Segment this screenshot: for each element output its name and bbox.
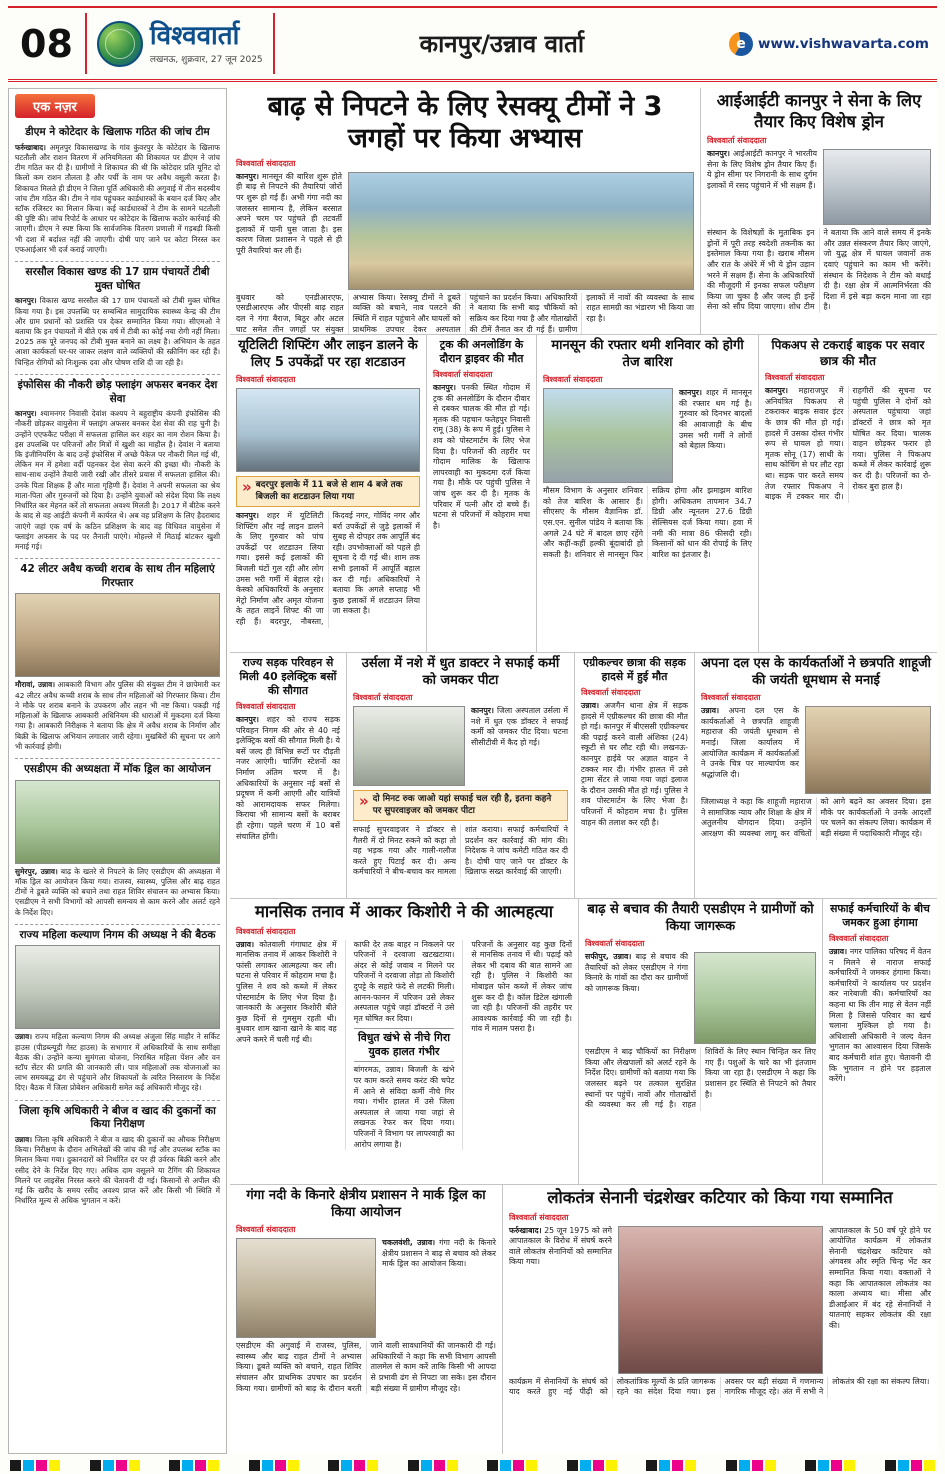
website-block	[729, 32, 937, 56]
flood-body-left: कानपुर। मानसून की बारिश शुरू होते ही बाढ़ से निपटने की तैयारियां जोरों पर शुरू हो गई हैं। अभी गंगा नदी का जलस्तर सामान्य है, लेकिन बरसात अपने चरम पर पहुंचते ही तटवर्ती इलाकों में पानी घुस जाता है। इस कारण जिला प्रशासन ने पहले से ही पूरी तैयारियां कर ली हैं।	[236, 171, 342, 255]
brief-mock-drill	[15, 759, 220, 925]
pickup-byline: विश्ववार्ता संवाददाता	[765, 373, 825, 383]
sanitation-byline: विश्ववार्ता संवाददाता	[829, 934, 889, 944]
cmyk-registration-mark	[805, 1460, 855, 1471]
sanitation-headline: सफाई कर्मचारियों के बीच जमकर हुआ हंगामा	[830, 902, 930, 930]
sidebar-title: एक नज़र	[15, 94, 95, 118]
welfare-meeting-photo	[15, 945, 220, 1029]
brief-headline: एसडीएम की अध्यक्षता में मॉक ड्रिल का आयोजन	[24, 763, 211, 776]
e-globe-icon: e	[729, 32, 753, 56]
brief-liquor-arrest	[15, 559, 220, 759]
utility-lineman-photo	[236, 388, 420, 472]
freedom-ceremony-photo	[618, 1226, 823, 1374]
ursala-body: सफाई सुपरवाइजर ने डॉक्टर से गैलरी में दो मिनट रुकने को कहा तो वह भड़क गया और गाली-गलौज करते हुए पिटाई कर दी। अन्य कर्मचारियों ने बीच-बचाव कर मामला शांत कराया। सफाई कर्मचारियों ने प्रदर्शन कर कार्रवाई की मांग की। निदेशक ने जांच कमेटी गठित कर दी है। दोषी पाए जाने पर डॉक्टर के खिलाफ सख्त कार्रवाई की जाएगी।	[353, 825, 568, 877]
article-sanitation-protest	[822, 899, 937, 1184]
sidebar-ek-nazar	[8, 88, 227, 1454]
cmyk-registration-mark	[249, 1460, 299, 1471]
article-democracy-fighter	[502, 1185, 937, 1454]
brief-tb-free	[15, 262, 220, 375]
flood-photo-row	[236, 172, 694, 290]
cmyk-registration-mark	[328, 1460, 378, 1471]
liquor-arrest-photo	[15, 593, 220, 677]
article-pickup-accident	[758, 335, 937, 652]
brief-body: फर्रुखाबाद। अमृतपुर विकासखण्ड के गांव कुंवरपुर के कोटेदार के खिलाफ घटतौली और राशन वितरण में अनियमितता की शिकायत पर डीएम ने जांच टीम गठित कर दी है। ग्रामीणों ने शिकायत की थी कि कोटेदार प्रति यूनिट दो किलो कम राशन तौलता है और पर्ची के नाम पर अवैध वसूली करता है। शिकायत मिलते ही डीएम ने जिला पूर्ति अधिकारी की अगुवाई में तीन सदस्यीय जांच टीम गठित की। टीम ने गांव पहुंचकर कार्डधारकों के बयान दर्ज किए और स्टॉक रजिस्टर का मिलान किया। कई कार्डधारकों ने टीम के सामने घटतौली की पुष्टि की। जांच रिपोर्ट के आधार पर कोटेदार के खिलाफ कठोर कार्रवाई की जाएगी। डीएम ने स्पष्ट किया कि सार्वजनिक वितरण प्रणाली में गड़बड़ी किसी भी दशा में बर्दाश्त नहीं की जाएगी। दोषी पाए जाने पर कोटा निरस्त कर एफआईआर भी दर्ज कराई जाएगी।	[15, 142, 220, 254]
apnadal-event-photo	[805, 706, 931, 794]
iit-body-intro: कानपुर। आईआईटी कानपुर ने भारतीय सेना के लिए विशेष ड्रोन तैयार किए हैं। ये ड्रोन सीमा पर निगरानी के साथ दुर्गम इलाकों में रसद पहुंचाने में भी सक्षम हैं।	[707, 149, 818, 191]
flood-body-bottom: बुधवार को एनडीआरएफ, एसडीआरएफ और पीएसी बाढ़ राहत दल ने गंगा बैराज, बिठूर और अटल घाट समेत तीन जगहों पर संयुक्त अभ्यास किया। रेसक्यू टीमों ने डूबते व्यक्ति को बचाने, नाव पलटने की स्थिति में राहत पहुंचाने और घायलों को प्राथमिक उपचार देकर अस्पताल पहुंचाने का प्रदर्शन किया। अधिकारियों ने बताया कि सभी बाढ़ चौकियों को सक्रिय कर दिया गया है और गोताखोरों की टीमें तैनात कर दी गई हैं। ग्रामीण इलाकों में नावों की व्यवस्था के साथ राहत सामग्री का भंडारण भी किया जा रहा है।	[236, 292, 694, 334]
ursala-hospital-photo	[353, 706, 465, 786]
ursala-pull-quote: » दो मिनट रुक जाओ यहां सफाई चल रही है, इतना कहने पर सुपरवाइजर को जमकर पीटा	[353, 790, 568, 821]
monsoon-photo-row	[543, 388, 752, 483]
agri-byline: विश्ववार्ता संवाददाता	[581, 688, 641, 698]
brief-agriculture-inspection	[15, 1101, 220, 1213]
agri-headline: एग्रीकल्चर छात्रा की सड़क हादसे में हुई मौत	[583, 656, 686, 684]
freedom-body-right: आपातकाल के 50 वर्ष पूरे होने पर आयोजित कार्यक्रम में लोकतंत्र सेनानी चंद्रशेखर कटियार को अंगवस्त्र और स्मृति चिन्ह भेंट कर सम्मानित किया गया। वक्ताओं ने कहा कि आपातकाल लोकतंत्र का काला अध्याय था। मीसा और डीआईआर में बंद रहे सेनानियों ने यातनाएं सहकर लोकतंत्र की रक्षा की।	[829, 1225, 931, 1330]
suicide-body-1: उन्नाव। कोतवाली गंगाघाट क्षेत्र में मानसिक तनाव में आकर किशोरी ने फांसी लगाकर आत्महत्या कर ली। घटना से परिवार में कोहराम मचा है। पुलिस ने शव को कब्जे में लेकर पोस्टमार्टम के लिए भेज दिया है। जानकारी के अनुसार किशोरी बीते कुछ दिनों से गुमसुम रहती थी। बुधवार शाम खाना खाने के बाद वह अपने कमरे में चली गई थी।	[236, 939, 337, 1044]
ursala-body-intro: कानपुर। जिला अस्पताल उर्सला में नशे में धुत एक डॉक्टर ने सफाई कर्मी को जमकर पीट दिया। घटना सीसीटीवी में कैद हो गई।	[471, 706, 568, 748]
iit-body: संस्थान के विशेषज्ञों के मुताबिक इन ड्रोनों में पूरी तरह स्वदेशी तकनीक का इस्तेमाल किया गया है। खराब मौसम और रात के अंधेरे में भी ये ड्रोन उड़ान भरने में सक्षम हैं। सेना के अधिकारियों की मौजूदगी में इनका सफल परीक्षण किया जा चुका है और जल्द ही इन्हें सेना को सौंप दिया जाएगा। शोध टीम ने बताया कि आने वाले समय में इनके और उन्नत संस्करण तैयार किए जाएंगे, जो युद्ध क्षेत्र में घायल जवानों तक दवाएं पहुंचाने का काम भी करेंगे। संस्थान के निदेशक ने टीम को बधाई दी है। रक्षा क्षेत्र में आत्मनिर्भरता की दिशा में इसे बड़ा कदम माना जा रहा है।	[707, 228, 931, 312]
monsoon-headline: मानसून की रफ्तार थमी शनिवार को होगी तेज बारिश	[551, 338, 744, 370]
band-top	[230, 88, 937, 334]
flood-headline: बाढ़ से निपटने के लिए रेसक्यू टीमों ने 3 जगहों पर किया अभ्यास	[267, 91, 663, 154]
article-flood-awareness	[578, 899, 822, 1184]
ganga-headline: गंगा नदी के किनारे क्षेत्रीय प्रशासन ने मार्क ड्रिल का किया आयोजन	[246, 1188, 486, 1220]
main-content	[230, 88, 937, 1454]
awareness-byline: विश्ववार्ता संवाददाता	[585, 939, 645, 949]
article-flood-drill	[230, 88, 700, 334]
iit-drone-photo	[823, 149, 931, 225]
brief-headline: डीएम ने कोटेदार के खिलाफ गठित की जांच टीम	[25, 126, 210, 138]
cmyk-registration-mark	[10, 1460, 60, 1471]
freedom-body-left: फर्रुखाबाद। 25 जून 1975 को लगे आपातकाल के विरोध में संघर्ष करने वाले लोकतंत्र सेनानियों को सम्मानित किया गया।	[509, 1225, 612, 1267]
apnadal-body: जिलाध्यक्ष ने कहा कि शाहूजी महाराज ने सामाजिक न्याय और शिक्षा के क्षेत्र में अतुलनीय योगदान दिया। उन्होंने आरक्षण की व्यवस्था लागू कर वंचितों को आगे बढ़ने का अवसर दिया। इस मौके पर कार्यकर्ताओं ने उनके आदर्शों पर चलने का संकल्प लिया। कार्यक्रम में बड़ी संख्या में पदाधिकारी मौजूद रहे।	[701, 797, 931, 839]
utility-pull-quote: » बदरपुर इलाके में 11 बजे से शाम 4 बजे तक बिजली का शटडाउन लिया गया	[236, 476, 420, 507]
brief-women-welfare	[15, 925, 220, 1101]
article-monsoon	[536, 335, 758, 652]
edition-line: लखनऊ, शुक्रवार, 27 जून 2025	[149, 54, 263, 65]
brief-headline: सरसौल विकास खण्ड की 17 ग्राम पंचायतें टीबी मुक्त घोषित	[25, 266, 210, 292]
iit-byline: विश्ववार्ता संवाददाता	[707, 136, 767, 146]
agri-body: उन्नाव। अजगैन थाना क्षेत्र में सड़क हादसे में एग्रीकल्चर की छात्रा की मौत हो गई। कानपुर में बीएससी एग्रीकल्चर की पढ़ाई करने वाली अंशिका (24) स्कूटी से घर लौट रही थी। लखनऊ-कानपुर हाईवे पर अज्ञात वाहन ने टक्कर मार दी। गंभीर हालत में उसे ट्रामा सेंटर ले जाया गया जहां इलाज के दौरान उसकी मौत हो गई। पुलिस ने शव पोस्टमार्टम के लिए भेजा है। परिजनों में कोहराम मचा है। पुलिस वाहन की तलाश कर रही है।	[581, 701, 688, 827]
brief-body: कानपुर। विकास खण्ड सरसौल की 17 ग्राम पंचायतों को टीबी मुक्त घोषित किया गया है। इस उपलब्धि पर सम्बन्धित सामुदायिक स्वास्थ्य केन्द्र की टीम और ग्राम प्रधानों को प्रशस्ति पत्र देकर सम्मानित किया गया। सीएमओ ने बताया कि इन पंचायतों में बीते एक वर्ष में टीबी का कोई नया रोगी नहीं मिला। 2025 तक पूरे जनपद को टीबी मुक्त बनाने का लक्ष्य है। अभियान के तहत आशा कार्यकर्ता घर-घर जाकर लक्षण वाले व्यक्तियों की स्क्रीनिंग कर रही हैं। चिन्हित रोगियों को निःशुल्क दवा और पोषण राशि दी जा रही है।	[15, 296, 220, 367]
monsoon-body: मौसम विभाग के अनुसार शनिवार को तेज बारिश के आसार हैं। सीएसए के मौसम वैज्ञानिक डॉ. एस.एन. सुनील पांडेय ने बताया कि अगले 24 घंटे में बादल छाए रहेंगे और कहीं-कहीं हल्की बूंदाबांदी हो सकती है। शनिवार से मानसून फिर सक्रिय होगा और झमाझम बारिश होगी। अधिकतम तापमान 34.7 डिग्री और न्यूनतम 27.6 डिग्री सेल्सियस दर्ज किया गया। हवा में नमी की मात्रा 86 फीसदी रही। किसानों को धान की रोपाई के लिए बारिश का इंतजार है।	[543, 486, 752, 559]
cmyk-registration-mark	[885, 1460, 935, 1471]
article-ursala-doctor	[346, 653, 574, 898]
article-teen-suicide	[230, 899, 578, 1184]
iit-headline: आईआईटी कानपुर ने सेना के लिए तैयार किए विशेष ड्रोन	[716, 91, 922, 131]
monsoon-byline: विश्ववार्ता संवाददाता	[543, 375, 603, 385]
pickup-body: कानपुर। महाराजपुर में अनियंत्रित पिकअप से टकराकर बाइक सवार इंटर के छात्र की मौत हो गई। हादसे में उसका दोस्त गंभीर रूप से घायल हो गया। मृतक सोनू (17) साथी के साथ कोचिंग से घर लौट रहा था। सड़क पार करते समय तेज रफ्तार पिकअप ने बाइक में टक्कर मार दी। राहगीरों की सूचना पर पहुंची पुलिस ने दोनों को अस्पताल पहुंचाया जहां डॉक्टरों ने छात्र को मृत घोषित कर दिया। चालक वाहन छोड़कर फरार हो गया। पुलिस ने पिकअप कब्जे में लेकर कार्रवाई शुरू कर दी है। परिजनों का रो-रोकर बुरा हाल है।	[765, 386, 931, 502]
section-title: कानपुर/उन्नाव वार्ता	[419, 30, 585, 58]
awareness-body: एसडीएम ने बाढ़ चौकियों का निरीक्षण किया और लेखपालों को अलर्ट रहने के निर्देश दिए। ग्रामीणों को बताया गया कि जलस्तर बढ़ने पर तत्काल सुरक्षित स्थानों पर पहुंचें। नावों और गोताखोरों की व्यवस्था कर ली गई है। राहत शिविरों के लिए स्थान चिन्हित कर लिए गए हैं। पशुओं के चारे का भी इंतजाम किया जा रहा है। एसडीएम ने कहा कि प्रशासन हर स्थिति से निपटने को तैयार है।	[585, 1047, 816, 1110]
website-url: www.vishwavarta.com	[758, 35, 929, 52]
cmyk-registration-mark	[646, 1460, 696, 1471]
article-iit-drone	[700, 88, 937, 334]
apnadal-headline: अपना दल एस के कार्यकर्ताओं ने छत्रपति शाहूजी की जयंती धूमधाम से मनाई	[701, 656, 931, 688]
brief-headline: इंफोसिस की नौकरी छोड़ फ्लाइंग अफसर बनकर देश सेवा	[17, 378, 218, 405]
print-registration-bar	[10, 1459, 935, 1471]
suicide-body-2: काफी देर तक बाहर न निकलने पर परिजनों ने दरवाजा खटखटाया। अंदर से कोई जवाब न मिलने पर परिजनों ने दरवाजा तोड़ा तो किशोरी दुपट्टे के सहारे फंदे से लटकी मिली। आनन-फानन में परिजन उसे लेकर अस्पताल पहुंचे जहां डॉक्टरों ने उसे मृत घोषित कर दिया।	[353, 939, 455, 1023]
ganga-body: एसडीएम की अगुवाई में राजस्व, पुलिस, स्वास्थ्य और बाढ़ राहत टीमों ने अभ्यास किया। डूबते व्यक्ति को बचाने, राहत शिविर संचालन और प्राथमिक उपचार का प्रदर्शन किया गया। ग्रामीणों को बाढ़ के दौरान बरती जाने वाली सावधानियों की जानकारी दी गई। अधिकारियों ने कहा कि सभी विभाग आपसी तालमेल से काम करें ताकि किसी भी आपदा से प्रभावी ढंग से निपटा जा सके। इस दौरान बड़ी संख्या में ग्रामीण मौजूद रहे।	[236, 1341, 496, 1393]
ursala-photo-row	[353, 706, 568, 786]
apnadal-byline: विश्ववार्ता संवाददाता	[701, 693, 761, 703]
sanitation-body: उन्नाव। नगर पालिका परिषद में वेतन न मिलने से नाराज सफाई कर्मचारियों ने जमकर हंगामा किया। कर्मचारियों ने कार्यालय पर प्रदर्शन कर नारेबाजी की। कर्मचारियों का कहना था कि तीन माह से वेतन नहीं मिला है जिससे परिवार का खर्च चलाना मुश्किल हो गया है। अधिशासी अधिकारी ने जल्द वेतन भुगतान का आश्वासन दिया जिसके बाद कर्मचारी शांत हुए। चेतावनी दी कि भुगतान न होने पर हड़ताल करेंगे।	[829, 947, 931, 1084]
suicide-byline: विश्ववार्ता संवाददाता	[236, 926, 296, 936]
utility-body: कानपुर। शहर में यूटिलिटी शिफ्टिंग और नई लाइन डालने के लिए गुरुवार को पांच उपकेंद्रों पर शटडाउन लिया गया। इससे कई इलाकों की बिजली घंटों गुल रही और लोग उमस भरी गर्मी में बेहाल रहे। केस्को अधिकारियों के अनुसार मेट्रो निर्माण और अमृत योजना के तहत लाइनें शिफ्ट की जा रही हैं। बदरपुर, नौबस्ता, किदवई नगर, गोविंद नगर और बर्रा उपकेंद्रों से जुड़े इलाकों में सुबह से दोपहर तक आपूर्ति बंद रही। उपभोक्ताओं को पहले ही सूचना दे दी गई थी। शाम तक सभी इलाकों में आपूर्ति बहाल कर दी गई। अधिकारियों ने बताया कि अगले सप्ताह भी कुछ इलाकों में शटडाउन लिया जा सकता है।	[236, 511, 420, 627]
suicide-columns	[236, 940, 572, 1151]
band-four	[230, 898, 937, 1184]
monsoon-body-intro: कानपुर। शहर में मानसून की रफ्तार थम गई है। गुरुवार को दिनभर बादलों की आवाजाही के बीच उमस भरी गर्मी ने लोगों को बेहाल किया।	[679, 388, 752, 451]
brief-headline: 42 लीटर अवैध कच्ची शराब के साथ तीन महिलाएं गिरफ्तार	[20, 563, 215, 589]
ebus-body: कानपुर। शहर को राज्य सड़क परिवहन निगम की ओर से 40 नई इलेक्ट्रिक बसों की सौगात मिली है। ये बसें जल्द ही विभिन्न रूटों पर दौड़ती नजर आएंगी। चार्जिंग स्टेशनों का निर्माण अंतिम चरण में है। अधिकारियों के अनुसार नई बसों से प्रदूषण में कमी आएगी और यात्रियों को आरामदायक सफर मिलेगा। किराया भी सामान्य बसों के बराबर ही रहेगा। पहले चरण में 10 बसें संचालित होंगी।	[236, 715, 340, 841]
globe-logo-icon	[97, 21, 143, 67]
band-two	[230, 334, 937, 652]
freedom-byline: विश्ववार्ता संवाददाता	[509, 1212, 569, 1222]
brief-headline: राज्य महिला कल्याण निगम की अध्यक्ष ने की बैठक	[19, 928, 216, 941]
electric-pole-sub-body: बांगरमऊ, उन्नाव। बिजली के खंभे पर काम करते समय करंट की चपेट में आने से संविदा कर्मी नीचे गिर गया। गंभीर हालत में उसे जिला अस्पताल ले जाया गया जहां से लखनऊ रेफर कर दिया गया। परिजनों ने विभाग पर लापरवाही का आरोप लगाया है।	[353, 1065, 455, 1149]
flood-drill-photo	[348, 172, 694, 290]
brief-body: सुमेरपुर, उन्नाव। बाढ़ के खतरे से निपटने के लिए एसडीएम की अध्यक्षता में मॉक ड्रिल का आयोजन किया गया। राजस्व, स्वास्थ्य, पुलिस और बाढ़ राहत टीमों ने डूबते व्यक्ति को बचाने तथा राहत शिविर संचालन का अभ्यास किया। एसडीएम ने सभी विभागों को आपसी समन्वय से काम करने और अलर्ट रहने के निर्देश दिए।	[15, 866, 221, 917]
truck-headline: ट्रक की अनलोडिंग के दौरान ड्राइवर की मौत	[439, 338, 524, 366]
suicide-col-1	[236, 940, 337, 1151]
suicide-col-2	[345, 940, 455, 1151]
cmyk-registration-mark	[487, 1460, 537, 1471]
electric-pole-sub-headline: विधुत खंभे से नीचे गिरा युवक हालत गंभीर	[354, 1028, 455, 1062]
monsoon-sky-photo	[543, 388, 673, 483]
ebus-headline: राज्य सड़क परिवहन से मिली 40 इलेक्ट्रिक बसों की सौगात	[239, 656, 337, 698]
ganga-body-intro: चकलवंशी, उन्नाव। गंगा नदी के किनारे क्षेत्रीय प्रशासन ने बाढ़ से बचाव को लेकर मार्क ड्रिल का आयोजन किया।	[382, 1238, 496, 1269]
ganga-photo-row	[236, 1238, 496, 1338]
awareness-body-intro: सफीपुर, उन्नाव। बाढ़ से बचाव की तैयारियों को लेकर एसडीएम ने गंगा किनारे के गांवों का दौरा कर ग्रामीणों को जागरूक किया।	[585, 952, 689, 994]
ganga-byline: विश्ववार्ता संवाददाता	[236, 1225, 296, 1235]
paper-name-block	[149, 20, 263, 65]
ganga-drill-photo	[236, 1238, 376, 1338]
awareness-headline: बाढ़ से बचाव की तैयारी एसडीएम ने ग्रामीणों को किया जागरूक	[587, 902, 814, 934]
article-apna-dal-jayanti	[694, 653, 937, 898]
freedom-photo-row	[509, 1226, 931, 1374]
brief-dm-inquiry	[15, 122, 220, 262]
truck-body: कानपुर। पनकी स्थित गोदाम में ट्रक की अनलोडिंग के दौरान दीवार से दबकर चालक की मौत हो गई। मृतक की पहचान फतेहपुर निवासी रामू (38) के रूप में हुई। पुलिस ने शव को पोस्टमार्टम के लिए भेज दिया है। परिजनों की तहरीर पर गोदाम मालिक के खिलाफ लापरवाही का मुकदमा दर्ज किया गया है। मौके पर पहुंची पुलिस ने जांच शुरू कर दी है। मृतक के परिवार में पत्नी और दो बच्चे हैं। घटना से परिजनों में कोहराम मचा है।	[433, 383, 530, 530]
awareness-village-photo	[694, 952, 816, 1044]
article-truck-driver-death	[426, 335, 536, 652]
article-ganga-mock-drill	[230, 1185, 502, 1454]
iit-photo-row	[707, 149, 931, 225]
paper-logo	[87, 21, 273, 67]
ursala-byline: विश्ववार्ता संवाददाता	[353, 693, 413, 703]
apnadal-photo-row	[701, 706, 931, 794]
flood-byline: विश्ववार्ता संवाददाता	[236, 158, 296, 168]
suicide-headline: मानसिक तनाव में आकर किशोरी ने की आत्महत्या	[254, 902, 554, 921]
ursala-headline: उर्सला में नशे में धुत डाक्टर ने सफाई कर्मी को जमकर पीटा	[361, 656, 560, 688]
suicide-body-3: परिजनों के अनुसार वह कुछ दिनों से मानसिक तनाव में थी। पढ़ाई को लेकर भी दबाव की बात सामने आ रही है। पुलिस ने किशोरी का मोबाइल फोन कब्जे में लेकर जांच शुरू कर दी है। कॉल डिटेल खंगाली जा रही है। परिजनों की तहरीर पर आवश्यक कार्रवाई की जा रही है। गांव में मातम पसरा है।	[471, 939, 573, 1034]
cmyk-registration-mark	[90, 1460, 140, 1471]
brief-headline: जिला कृषि अधिकारी ने बीज व खाद की दुकानों का किया निरीक्षण	[19, 1104, 216, 1131]
brief-body: उन्नाव। जिला कृषि अधिकारी ने बीज व खाद की दुकानों का औचक निरीक्षण किया। निरीक्षण के दौरान अभिलेखों की जांच की गई और उपलब्ध स्टॉक का मिलान किया गया। दुकानदारों को निर्धारित दर पर ही उर्वरक बिक्री करने और रसीद देने के निर्देश दिए गए। अधिक दाम वसूलने या टैगिंग की शिकायत मिलने पर लाइसेंस निरस्त करने की चेतावनी दी गई। किसानों से अपील की गई कि खरीद के समय रसीद अवश्य प्राप्त करें और किसी भी स्थिति में निर्धारित मूल्य से अधिक भुगतान न करें।	[15, 1134, 220, 1206]
article-agri-student-death	[574, 653, 694, 898]
masthead	[8, 6, 937, 82]
brief-body: कानपुर। श्यामनगर निवासी देवांश कश्यप ने बहुराष्ट्रीय कंपनी इंफोसिस की नौकरी छोड़कर वायुसेना में फ्लाइंग अफसर बनकर देश सेवा की राह चुनी है। उन्होंने एएफकैट परीक्षा में सफलता हासिल कर शहर का नाम रोशन किया है। इस उपलब्धि पर परिजनों और मित्रों में खुशी का माहौल है। देवांश ने बताया कि इंजीनियरिंग के बाद उन्हें इंफोसिस में अच्छे पैकेज पर नौकरी मिल गई थी, लेकिन मन में हमेशा वर्दी पहनकर देश सेवा करने की इच्छा थी। नौकरी के साथ-साथ उन्होंने तैयारी जारी रखी और तीसरे प्रयास में सफलता हासिल की। उनके पिता शिक्षक हैं और माता गृहिणी हैं। देवांश ने अपनी सफलता का श्रेय माता-पिता और गुरुजनों को दिया है। उन्होंने युवाओं को संदेश दिया कि लक्ष्य निर्धारित कर मेहनत करें तो सफलता अवश्य मिलती है। 2017 में बीटेक करने के बाद से वह आईटी कंपनी में कार्यरत थे। अब वह प्रशिक्षण के लिए हैदराबाद जाएंगे जहां एक वर्ष के कठिन प्रशिक्षण के बाद वह विधिवत वायुसेना में फ्लाइंग अफसर के पद पर तैनाती पाएंगे। मोहल्ले में मिठाई बांटकर खुशी मनाई गई।	[15, 409, 220, 551]
utility-byline: विश्ववार्ता संवाददाता	[236, 375, 296, 385]
article-electric-buses	[230, 653, 346, 898]
brief-infosys-officer	[15, 375, 220, 559]
utility-headline: यूटिलिटी शिफ्टिंग और लाइन डालने के लिए 5 उपकेंद्रों पर रहा शटडाउन	[238, 338, 418, 370]
cmyk-registration-mark	[169, 1460, 219, 1471]
brief-body: मौरावां, उन्नाव। आबकारी विभाग और पुलिस की संयुक्त टीम ने छापेमारी कर 42 लीटर अवैध कच्ची शराब के साथ तीन महिलाओं को गिरफ्तार किया। टीम ने मौके पर शराब बनाने के उपकरण और लहन भी नष्ट किया। पकड़ी गई महिलाओं के खिलाफ आबकारी अधिनियम की धाराओं में मुकदमा दर्ज किया गया है। आबकारी निरीक्षक ने बताया कि क्षेत्र में अवैध शराब के निर्माण और बिक्री के खिलाफ अभियान लगातार जारी रहेगा। मुखबिरों की सूचना पर आगे भी कार्रवाई होगी।	[15, 680, 220, 751]
apnadal-body-intro: उन्नाव। अपना दल एस के कार्यकर्ताओं ने छत्रपति शाहूजी महाराज की जयंती धूमधाम से मनाई। जिला कार्यालय में आयोजित कार्यक्रम में कार्यकर्ताओं ने उनके चित्र पर माल्यार्पण कर श्रद्धांजलि दी।	[701, 706, 799, 779]
paper-name: विश्ववार्ता	[149, 20, 240, 51]
suicide-col-3	[462, 940, 572, 1151]
cmyk-registration-mark	[726, 1460, 776, 1471]
ebus-byline: विश्ववार्ता संवाददाता	[236, 702, 296, 712]
pickup-headline: पिकअप से टकराई बाइक पर सवार छात्र की मौत	[771, 338, 925, 368]
freedom-body-bottom: कार्यक्रम में सेनानियों के संघर्ष को याद करते हुए नई पीढ़ी को लोकतांत्रिक मूल्यों के प्रति जागरूक रहने का संदेश दिया गया। इस अवसर पर बड़ी संख्या में गणमान्य नागरिक मौजूद रहे। अंत में सभी ने लोकतंत्र की रक्षा का संकल्प लिया।	[509, 1376, 930, 1397]
brief-body: उन्नाव। राज्य महिला कल्याण निगम की अध्यक्ष अंजुला सिंह माहौर ने सर्किट हाउस (पीडब्ल्यूडी गेस्ट हाउस) के सभागार में अधिकारियों के साथ समीक्षा बैठक की। उन्होंने कन्या सुमंगला योजना, निराश्रित महिला पेंशन और वन स्टॉप सेंटर की प्रगति की जानकारी ली। पात्र महिलाओं तक योजनाओं का लाभ समयबद्ध ढंग से पहुंचाने और शिकायतों के त्वरित निस्तारण के निर्देश दिए। बैठक में जिला प्रोबेशन अधिकारी समेत कई अधिकारी मौजूद रहे।	[15, 1032, 220, 1093]
cmyk-registration-mark	[408, 1460, 458, 1471]
band-bottom	[230, 1184, 937, 1454]
article-utility-shutdown	[230, 335, 426, 652]
mock-drill-photo	[15, 780, 220, 864]
band-three	[230, 652, 937, 898]
freedom-headline: लोकतंत्र सेनानी चंद्रशेखर कटियार को किया गया सम्मानित	[547, 1188, 893, 1207]
truck-byline: विश्ववार्ता संवाददाता	[433, 370, 493, 380]
awareness-photo-row	[585, 952, 816, 1044]
page-number: 08	[20, 21, 73, 66]
cmyk-registration-mark	[567, 1460, 617, 1471]
